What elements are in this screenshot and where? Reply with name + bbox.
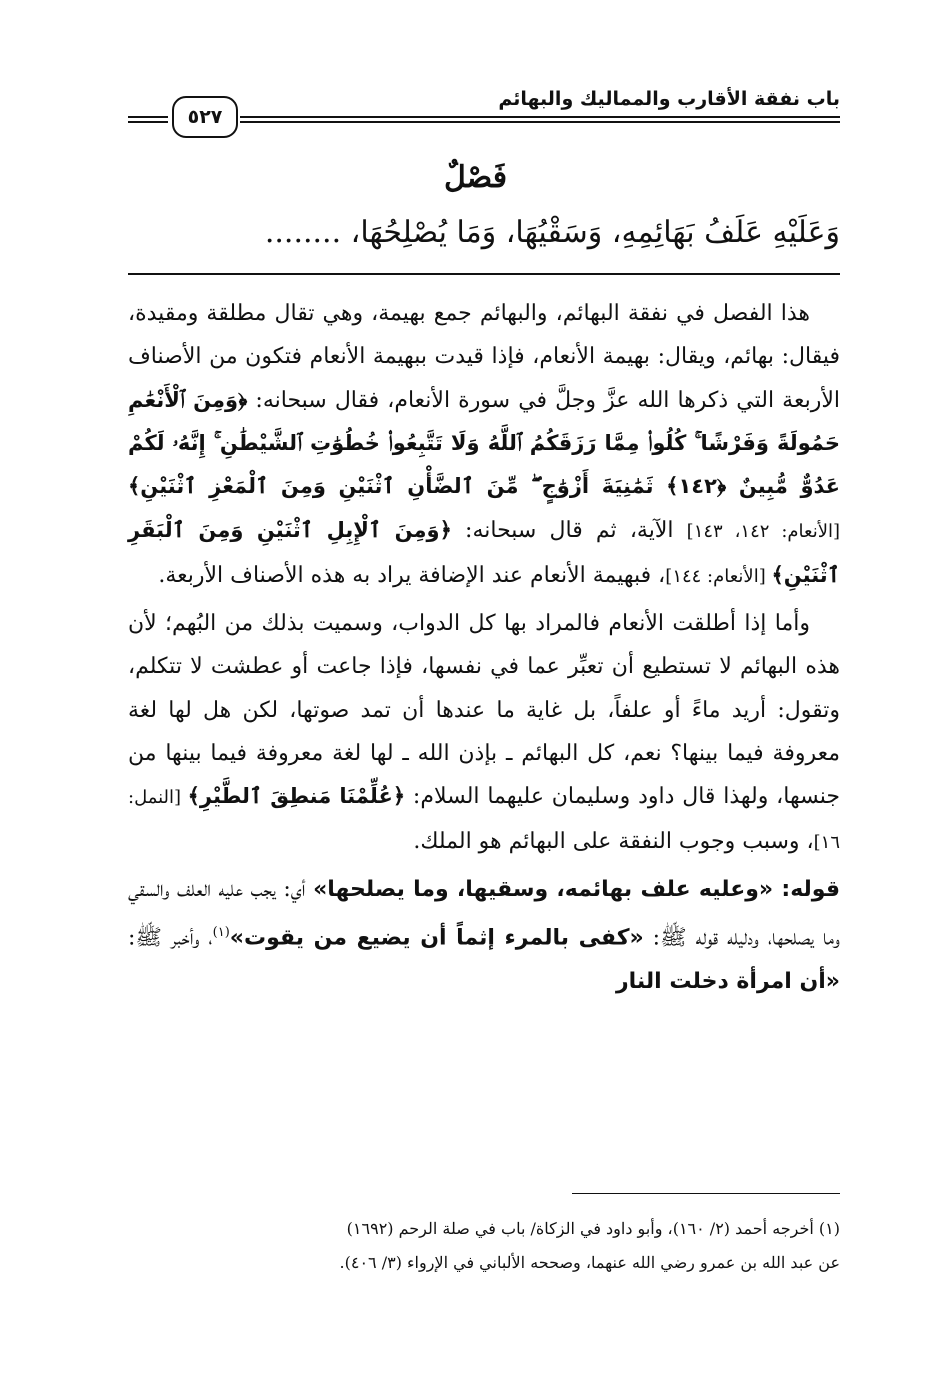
verse-reference: [الأنعام: ١٤٤]	[665, 565, 772, 587]
paragraph-1-text-c: ، فبهيمة الأنعام عند الإضافة يراد به هذه الأصناف الأربعة.	[158, 562, 666, 588]
quran-verse-naml-16: ﴿عُلِّمْنَا مَنطِقَ ٱلطَّيْرِ﴾	[187, 784, 406, 809]
matn-text: وَعَلَيْهِ عَلَفُ بَهَائِمِهِ، وَسَقْيُهَا، وَمَا يُصْلِحُهَا، ........	[264, 215, 840, 250]
body-text	[128, 292, 840, 1007]
header-rule-double	[240, 121, 840, 123]
matn-divider	[128, 273, 840, 275]
paragraph-3-text-a: أي: يجب عليه العلف والسقي وما يصلحها، ودليله قوله ﷺ:	[128, 876, 840, 951]
paragraph-3	[128, 868, 840, 1003]
header-rule-left-double	[128, 121, 168, 123]
running-title: باب نفقة الأقارب والمماليك والبهائم	[498, 88, 840, 110]
page-header	[128, 84, 840, 134]
paragraph-2	[128, 602, 840, 864]
header-rule	[240, 116, 840, 118]
hadith-quote-2: «أن امرأة دخلت النار	[615, 968, 840, 994]
paragraph-1-text-b: الآية، ثم قال سبحانه:	[451, 518, 687, 544]
footnote-line-2: عن عبد الله بن عمرو رضي الله عنهما، وصححه الألباني في الإرواء (٣/ ٤٠٦).	[339, 1253, 840, 1272]
paragraph-2-text-a: وأما إذا أطلقت الأنعام فالمراد بها كل الدواب، وسميت بذلك من البُهم؛ لأن هذه البهائم لا تستطيع أن تعبِّر عما في نفسها، فإذا جاعت أو عطشت لا تتكلم، وتقول: أريد ماءً أو علفاً، بل غاية ما عندها أن تمد صوتها، لكن هل لها لغة معروفة فيما بينها؟ نعم، كل البهائم ـ بإذن الله ـ لها لغة معروفة فيما بينها من جنسها، ولهذا قال داود وسليمان عليهما السلام:	[128, 611, 840, 810]
paragraph-2-text-b: ، وسبب وجوب النفقة على البهائم هو الملك.	[413, 828, 814, 854]
page-number: ٥٢٧	[172, 96, 238, 138]
paragraph-3-text-b: ، وأخبر ﷺ:	[128, 925, 213, 951]
verse-reference: [النمل: ١٦]	[128, 787, 840, 853]
section-heading: فَصْلٌ	[443, 160, 508, 195]
footnote-ref[interactable]: (١)	[212, 925, 230, 941]
header-rule-left	[128, 116, 168, 118]
paragraph-1-text-a: هذا الفصل في نفقة البهائم، والبهائم جمع بهيمة، وهي تقال مطلقة ومقيدة، فيقال: بهائم، ويقال: بهيمة الأنعام، فإذا قيدت ببهيمة الأنعام فتكون من الأصناف الأربعة التي ذكرها الله عزَّ وجلَّ في سورة الأنعام، فقال سبحانه:	[128, 301, 840, 413]
footnote-divider	[572, 1193, 840, 1194]
footnotes	[128, 1212, 840, 1280]
matn-quote: «وعليه علف بهائمه، وسقيها، وما يصلحها»	[313, 876, 782, 902]
qawluhu-label: قوله:	[781, 876, 840, 902]
quran-verse-anam-144: ﴿وَمِنَ ٱلْإِبِلِ ٱثْنَيْنِ وَمِنَ ٱلْبَقَرِ ٱثْنَيْنِ﴾	[128, 518, 840, 587]
hadith-quote-1: «كفى بالمرء إثماً أن يضيع من يقوت»	[229, 925, 644, 951]
paragraph-1	[128, 292, 840, 598]
footnote-line-1: (١) أخرجه أحمد (٢/ ١٦٠)، وأبو داود في الزكاة/ باب في صلة الرحم (١٦٩٢)	[346, 1219, 840, 1238]
quran-verse-anam-142-143: ﴿وَمِنَ ٱلْأَنْعَٰمِ حَمُولَةً وَفَرْشًا ۚ كُلُوا۟ مِمَّا رَزَقَكُمُ ٱللَّهُ وَلَا تَتَّبِعُوا۟ خُطُوَٰتِ ٱلشَّيْطَٰنِ ۚ إِنَّهُۥ لَكُمْ عَدُوٌّ مُّبِينٌ ﴿١٤٢﴾ ثَمَٰنِيَةَ أَزْوَٰجٍ ۖ مِّنَ ٱلضَّأْنِ ٱثْنَيْنِ وَمِنَ ٱلْمَعْزِ ٱثْنَيْنِ﴾	[128, 387, 840, 499]
verse-reference: [الأنعام: ١٤٢، ١٤٣]	[686, 521, 841, 543]
